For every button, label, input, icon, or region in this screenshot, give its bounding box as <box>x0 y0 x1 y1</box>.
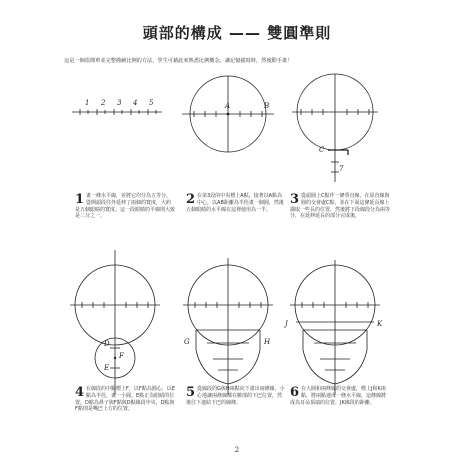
fig1-label-1: 1 <box>85 99 90 107</box>
page-number: 2 <box>234 446 240 454</box>
fig4-label-e: E <box>104 364 110 372</box>
step-6 <box>290 386 390 406</box>
fig6-label-j: J <box>285 320 288 328</box>
fig3-label-c: C <box>319 146 325 154</box>
fig1-label-4: 4 <box>133 99 138 107</box>
fig3-label-7: 7 <box>339 165 344 173</box>
step-3 <box>290 193 390 220</box>
step-2-text: 在第3段的中央標上A點，接著以A點為中心，以AB距離為半徑畫一個圓，然後五個眼睛的水平線在這裡使用為一半。 <box>186 193 284 213</box>
step-2-number: 2 <box>186 192 196 207</box>
step-4 <box>75 386 175 413</box>
step-4-number: 4 <box>75 385 85 400</box>
fig4-label-f: F <box>119 352 124 360</box>
step-4-text: 在線段的中點標上F，以F點為圓心，以E點為半徑，畫一小圓。E點正為眼睛的位置，D點為鼻子與F點與D點線段中央，D點與F點則是嘴巴上方的位置。 <box>75 386 175 413</box>
figure-6-head <box>290 260 380 395</box>
step-1-text: 畫一條水平線，並將它均分為五等分，從開頭段往外延伸了兩個的寬度，大約是五個眼睛的寬度。這一段眼睛的平線則大致是二分之一。 <box>75 193 176 220</box>
fig5-label-g: G <box>184 338 190 346</box>
figure-5-head <box>183 258 273 395</box>
figure-1-line <box>72 109 162 115</box>
step-5-number: 5 <box>186 385 196 400</box>
step-1 <box>75 193 175 220</box>
step-3-number: 3 <box>290 192 300 207</box>
fig5-label-h: H <box>264 338 271 346</box>
step-1-number: 1 <box>75 192 85 207</box>
step-3-text: 從頭圓上C點作一條垂直線，在原直線與圓的交會處C點，並在下面這條延長線上擷取一些長的位置，然後將下段線段分為兩等分，在延伸延長的部分完成後， <box>290 193 391 220</box>
step-5-text: 從線段的G與H兩點向下畫出兩條線，小心地讓兩條線都在臉部的下巴位置，然後往下連結下巴的線條。 <box>186 386 285 406</box>
intro-paragraph: 這是一個很簡單並完整描繪比例的方法，學生可藉此來熟悉比例概念，讓記憶描寫時，然後動手畫！ <box>64 58 293 64</box>
fig2-label-a: A <box>225 102 231 110</box>
figure-4-circles <box>70 250 160 395</box>
step-5 <box>186 386 286 406</box>
step-6-text: 在大圓和兩條線的交會處，標上J和K兩點，將兩點連成一條水平線，這條線將成為耳朵頂端的位置，JK線段的距離。 <box>290 386 387 406</box>
fig2-label-b: B <box>264 102 270 110</box>
page-title: 頭部的構成 —— 雙圓準則 <box>142 24 332 42</box>
fig1-label-3: 3 <box>117 99 122 107</box>
step-2 <box>186 193 286 213</box>
fig6-label-k: K <box>377 320 383 328</box>
fig1-label-5: 5 <box>149 99 154 107</box>
fig1-label-2: 2 <box>101 99 106 107</box>
step-6-number: 6 <box>290 385 300 400</box>
fig4-label-d: D <box>104 340 110 348</box>
figure-3-circle <box>292 74 378 182</box>
